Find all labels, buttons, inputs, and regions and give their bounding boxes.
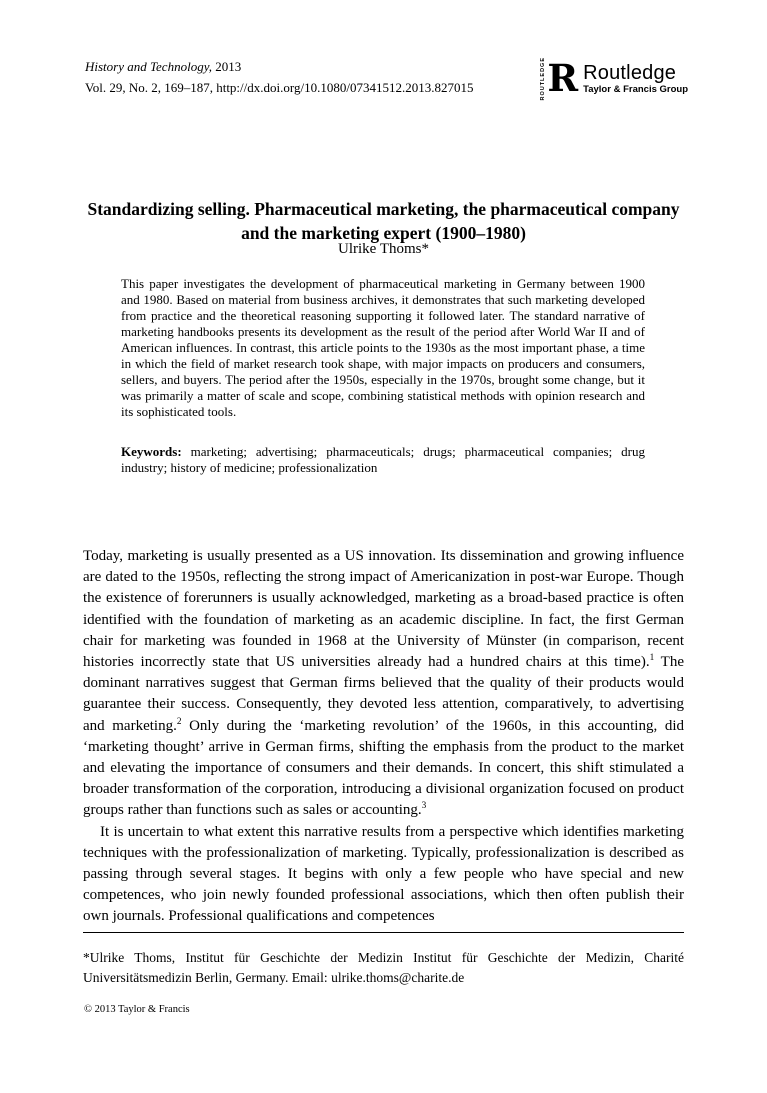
abstract-text: This paper investigates the development of pharmaceutical marketing in Germany between 1900 and 1980. Based on material from business archives, it demonstrates that such marketing developed from practice and the theoretical reasoning supporting it followed later. The standard narrative of marketing handbooks presents its development as the result of the period after World War II and of American influences. In contrast, this article points to the 1930s as the most important phase, a time in which the field of market research took shape, with major impacts on producers and consumers, sellers, and buyers. The period after the 1950s, especially in the 1970s, brought some change, but it was primarily a matter of scale and scope, combining statistical methods with opinion research and its sophisticated tools. [121, 276, 645, 419]
footnote-marker: 3 [421, 801, 427, 812]
body-paragraph: It is uncertain to what extent this narrative results from a perspective which identifies marketing techniques with the professionalization of marketing. Typically, professionalization is described as passing through several stages. It begins with only a few people who have special and new competences, who join newly founded professional associations, which then often publish their own journals. Professional qualifications and competences [83, 823, 684, 925]
journal-header [85, 56, 473, 98]
publisher-brand: Routledge [583, 62, 677, 85]
keywords-label: Keywords: [121, 444, 182, 459]
keywords-block [121, 444, 645, 476]
routledge-vertical-text: ROUTLEDGE [539, 57, 546, 101]
journal-year: 2013 [212, 59, 242, 74]
footnote-marker: 2 [176, 716, 182, 727]
body-paragraphs [83, 546, 684, 928]
routledge-logo-mark [541, 57, 578, 101]
routledge-logo [541, 57, 688, 101]
keywords-list: marketing; advertising; pharmaceuticals; drugs; pharmaceutical companies; drug industry; history of medicine; professionalization [121, 444, 645, 475]
journal-name: History and Technology, [85, 59, 212, 74]
body-paragraph: Today, marketing is usually presented as a US innovation. Its dissemination and growing influence are dated to the 1950s, reflecting the strong impact of Americanization in post-war Europe. Though the existence of forerunners is usually acknowledged, marketing as a broad-based practice is often identified with the foundation of marketing as an academic discipline. In fact, the first German chair for marketing was founded in 1968 at the University of Münster (in comparison, recent histories incorrectly state that US universities already had a hundred chairs at this time).$^1$ The dominant narratives suggest that German firms believed that the quality of their products would guarantee their success. Consequently, they devoted less attention, comparatively, to advertising and marketing.$^2$ Only during the ‘marketing revolution’ of the 1960s, in this accounting, did ‘marketing thought’ arrive in German firms, shifting the emphasis from the product to the market and elevating the importance of consumers and their demands. In concert, this shift stimulated a broader transformation of the corporation, introducing a divisional organization focused on product groups rather than functions such as sales or accounting.$^3$ [83, 548, 684, 819]
author-name: Ulrike Thoms* [338, 241, 429, 257]
routledge-r-icon: R [547, 56, 579, 101]
publisher-tagline: Taylor & Francis Group [583, 84, 688, 96]
routledge-logo-text [583, 62, 688, 95]
copyright-notice: © 2013 Taylor & Francis [84, 1004, 190, 1015]
footnote-text: *Ulrike Thoms, Institut für Geschichte der Medizin Institut für Geschichte der Medizin, Charité Universitätsmedizin Berlin, Germany. Email: ulrike.thoms@charite.de [83, 950, 684, 985]
footnote-marker: 1 [649, 653, 655, 664]
article-title: Standardizing selling. Pharmaceutical marketing, the pharmaceutical company and the marketing expert (1900–1980) [87, 198, 680, 244]
footnote-divider [83, 932, 684, 933]
journal-line [85, 56, 473, 77]
volume-doi-line: Vol. 29, No. 2, 169–187, http://dx.doi.org/10.1080/07341512.2013.827015 [85, 80, 474, 95]
